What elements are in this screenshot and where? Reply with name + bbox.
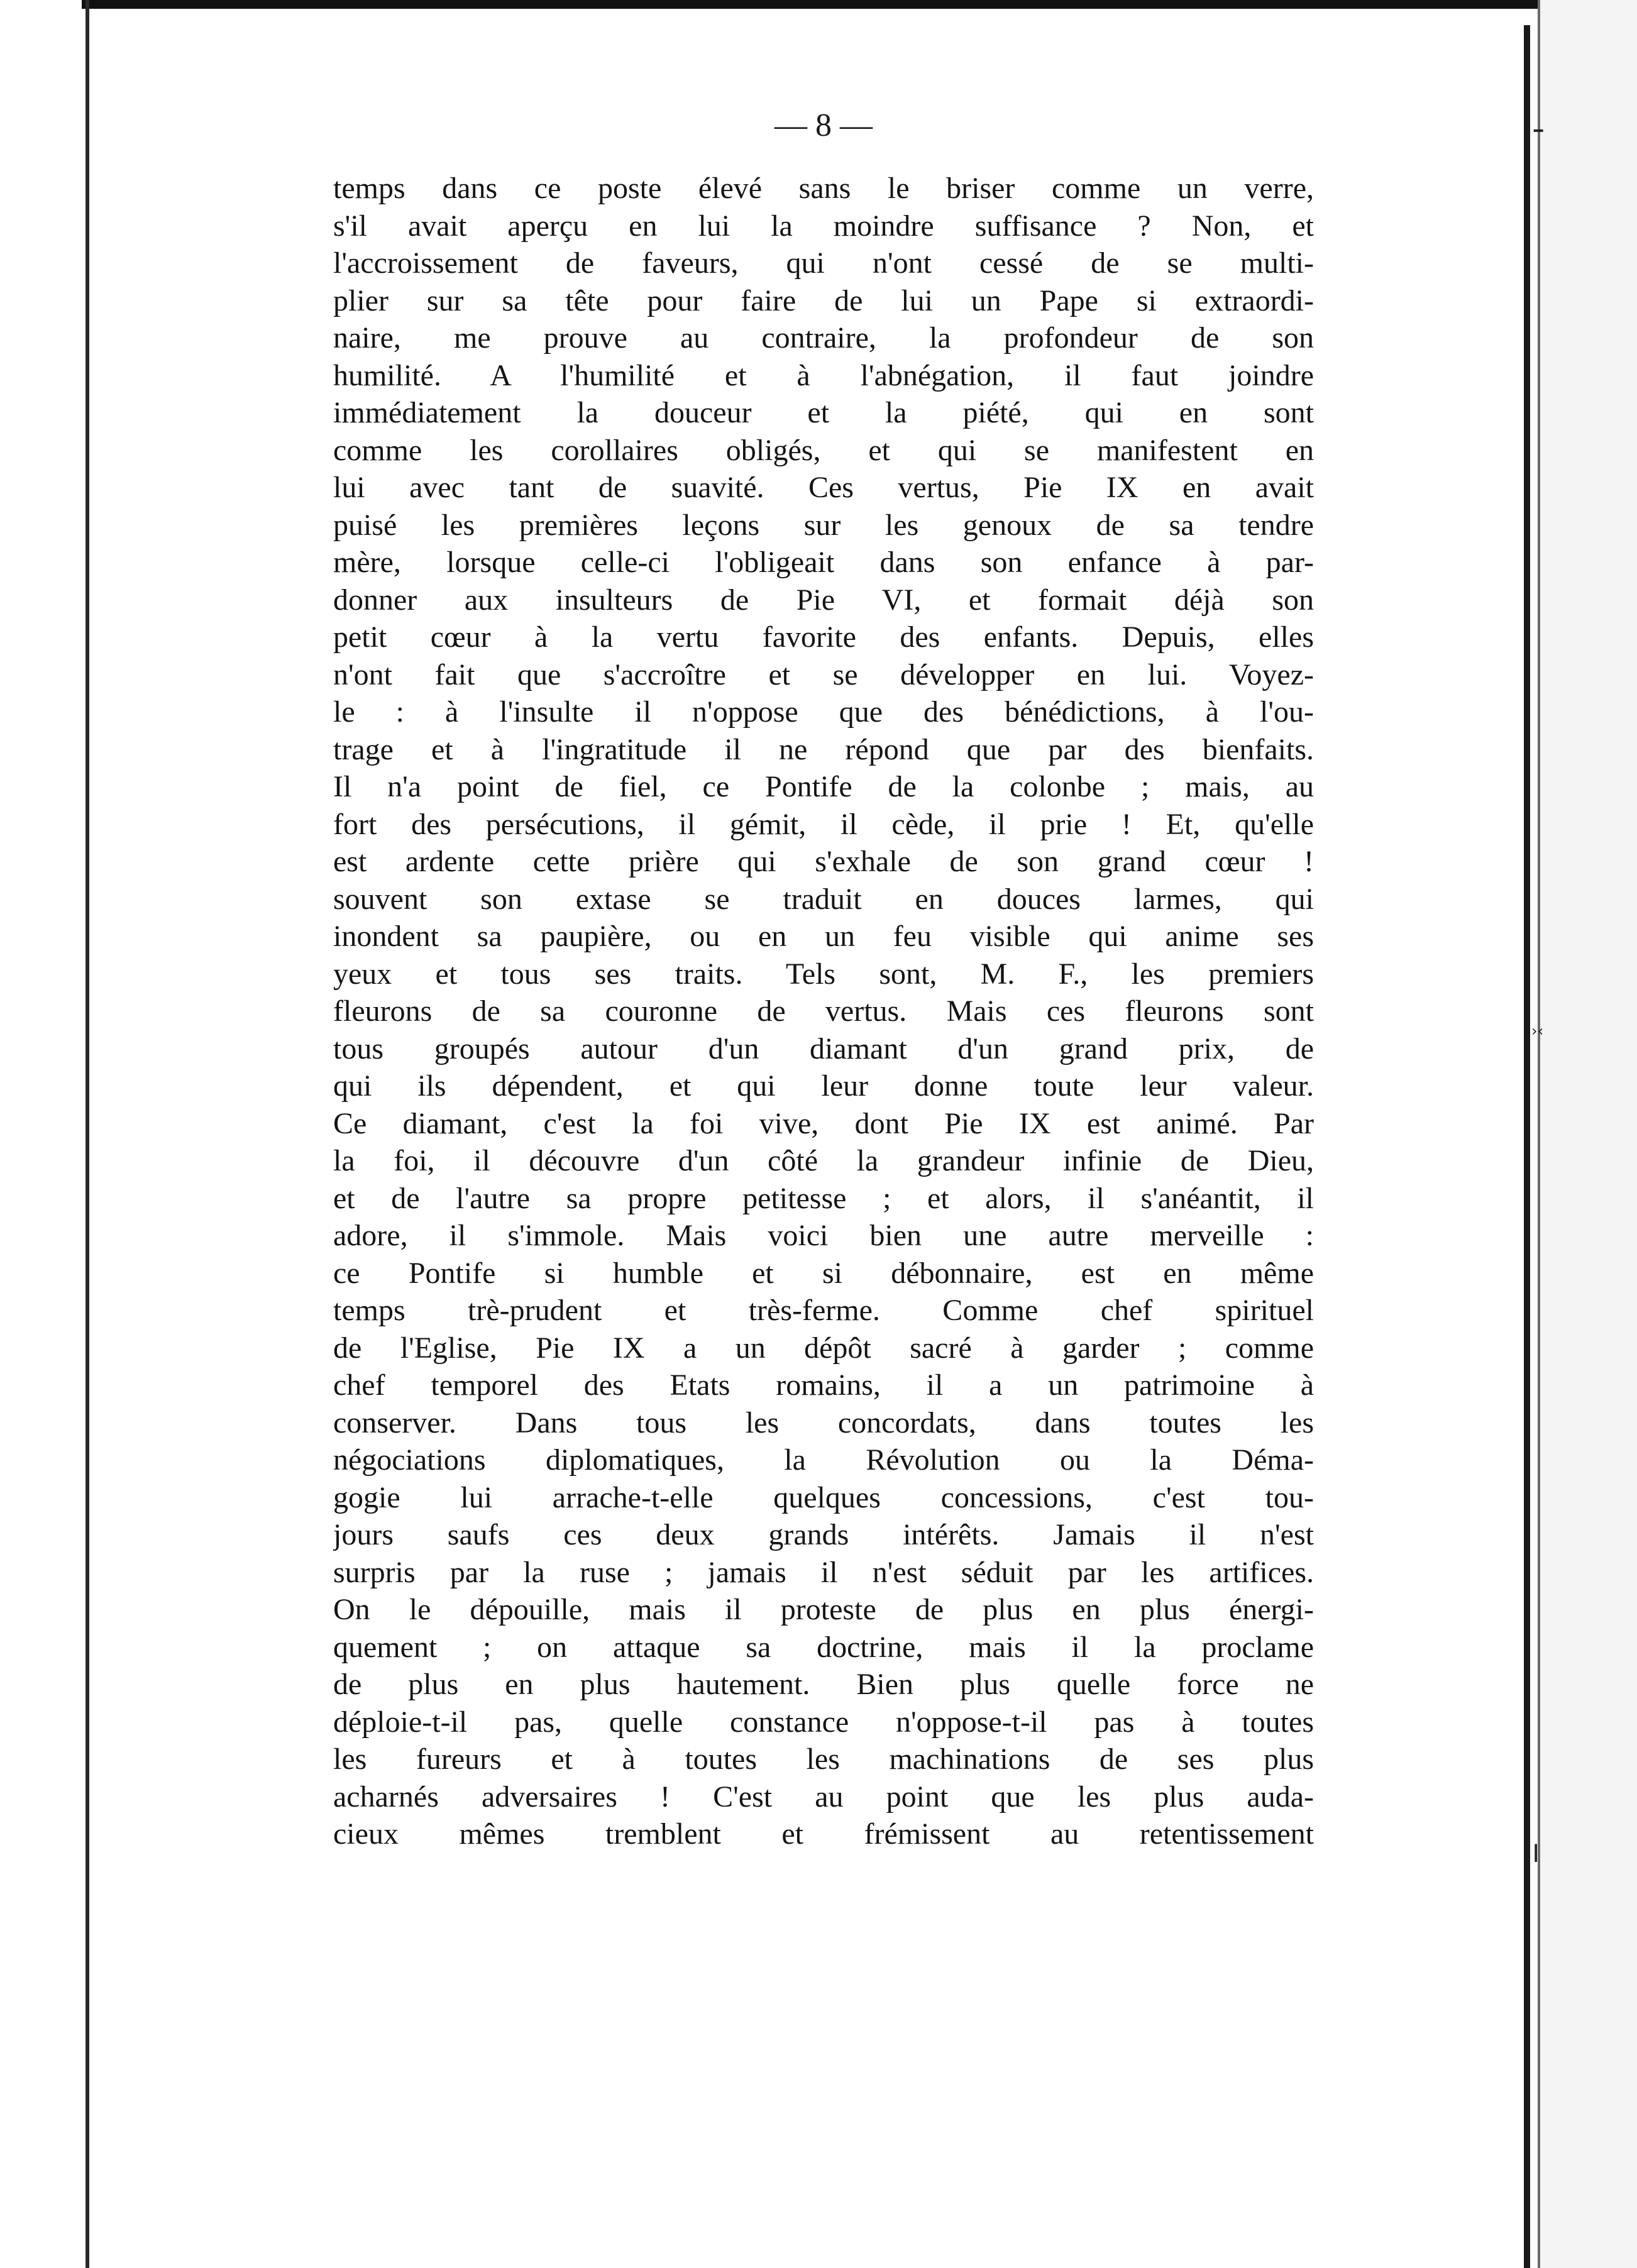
text-line: puisé les premières leçons sur les genoux de sa tendre bbox=[333, 508, 1314, 542]
text-line: négociations diplomatiques, la Révolution ou la Déma- bbox=[333, 1443, 1314, 1477]
margin-tick-mark: ━ bbox=[1534, 122, 1543, 140]
text-line: temps dans ce poste élevé sans le briser comme un verre, bbox=[333, 172, 1314, 205]
text-line: les fureurs et à toutes les machinations de ses plus bbox=[333, 1742, 1314, 1776]
text-line: n'ont fait que s'accroître et se développer en lui. Voyez- bbox=[333, 658, 1314, 691]
text-line: surpris par la ruse ; jamais il n'est séduit par les artifices. bbox=[333, 1555, 1314, 1589]
text-line: le : à l'insulte il n'oppose que des bénédictions, à l'ou- bbox=[333, 695, 1314, 729]
text-line: trage et à l'ingratitude il ne répond que par des bienfaits. bbox=[333, 732, 1314, 766]
body-text bbox=[333, 170, 1314, 1853]
text-line: Ce diamant, c'est la foi vive, dont Pie IX est animé. Par bbox=[333, 1106, 1314, 1140]
right-margin-strip bbox=[1540, 0, 1637, 2268]
text-line: lui avec tant de suavité. Ces vertus, Pie IX en avait bbox=[333, 471, 1314, 504]
text-line: naire, me prouve au contraire, la profondeur de son bbox=[333, 321, 1314, 355]
text-line: On le dépouille, mais il proteste de plus en plus énergi- bbox=[333, 1593, 1314, 1626]
text-line: est ardente cette prière qui s'exhale de son grand cœur ! bbox=[333, 845, 1314, 878]
text-line: comme les corollaires obligés, et qui se manifestent en bbox=[333, 433, 1314, 467]
text-line: inondent sa paupière, ou en un feu visible qui anime ses bbox=[333, 920, 1314, 953]
text-line: petit cœur à la vertu favorite des enfants. Depuis, elles bbox=[333, 620, 1314, 654]
text-line: souvent son extase se traduit en douces larmes, qui bbox=[333, 882, 1314, 916]
text-line: chef temporel des Etats romains, il a un patrimoine à bbox=[333, 1368, 1314, 1402]
text-line: conserver. Dans tous les concordats, dans toutes les bbox=[333, 1406, 1314, 1440]
text-line: quement ; on attaque sa doctrine, mais il la proclame bbox=[333, 1630, 1314, 1664]
text-line: la foi, il découvre d'un côté la grandeur infinie de Dieu, bbox=[333, 1144, 1314, 1177]
text-line: de l'Eglise, Pie IX a un dépôt sacré à garder ; comme bbox=[333, 1331, 1314, 1365]
text-line: Il n'a point de fiel, ce Pontife de la colonbe ; mais, au bbox=[333, 770, 1314, 803]
text-line: cieux mêmes tremblent et frémissent au retentissement bbox=[333, 1817, 1314, 1851]
text-line: humilité. A l'humilité et à l'abnégation, il faut joindre bbox=[333, 358, 1314, 392]
text-line: qui ils dépendent, et qui leur donne toute leur valeur. bbox=[333, 1069, 1314, 1103]
text-line: fleurons de sa couronne de vertus. Mais ces fleurons sont bbox=[333, 994, 1314, 1028]
text-line: plier sur sa tête pour faire de lui un Pape si extraordi- bbox=[333, 284, 1314, 317]
printed-page bbox=[333, 101, 1314, 1853]
page-number: — 8 — bbox=[774, 107, 873, 143]
text-line: fort des persécutions, il gémit, il cède, il prie ! Et, qu'elle bbox=[333, 807, 1314, 841]
margin-tick-mark: ┃ bbox=[1531, 1844, 1541, 1862]
text-line: et de l'autre sa propre petitesse ; et alors, il s'anéantit, il bbox=[333, 1181, 1314, 1215]
text-line: s'il avait aperçu en lui la moindre suffisance ? Non, et bbox=[333, 209, 1314, 243]
frame-border-top bbox=[82, 0, 1637, 9]
text-line: immédiatement la douceur et la piété, qui en sont bbox=[333, 396, 1314, 429]
text-line: tous groupés autour d'un diamant d'un grand prix, de bbox=[333, 1032, 1314, 1065]
text-line: ce Pontife si humble et si débonnaire, est en même bbox=[333, 1256, 1314, 1290]
frame-border-left bbox=[85, 0, 89, 2268]
text-line: adore, il s'immole. Mais voici bien une autre merveille : bbox=[333, 1219, 1314, 1252]
text-line: acharnés adversaires ! C'est au point que les plus auda- bbox=[333, 1780, 1314, 1814]
frame-border-right bbox=[1524, 25, 1530, 2268]
text-line: l'accroissement de faveurs, qui n'ont cessé de se multi- bbox=[333, 246, 1314, 280]
text-line: de plus en plus hautement. Bien plus quelle force ne bbox=[333, 1668, 1314, 1701]
text-line: mère, lorsque celle-ci l'obligeait dans son enfance à par- bbox=[333, 546, 1314, 579]
text-line: yeux et tous ses traits. Tels sont, M. F., les premiers bbox=[333, 957, 1314, 991]
text-line: déploie-t-il pas, quelle constance n'oppose-t-il pas à toutes bbox=[333, 1705, 1314, 1739]
text-line: gogie lui arrache-t-elle quelques concessions, c'est tou- bbox=[333, 1480, 1314, 1514]
text-line: donner aux insulteurs de Pie VI, et formait déjà son bbox=[333, 583, 1314, 617]
text-line: temps trè-prudent et très-ferme. Comme chef spirituel bbox=[333, 1294, 1314, 1327]
text-line: jours saufs ces deux grands intérêts. Jamais il n'est bbox=[333, 1518, 1314, 1551]
margin-tick-mark: ›‹ bbox=[1531, 1022, 1544, 1040]
